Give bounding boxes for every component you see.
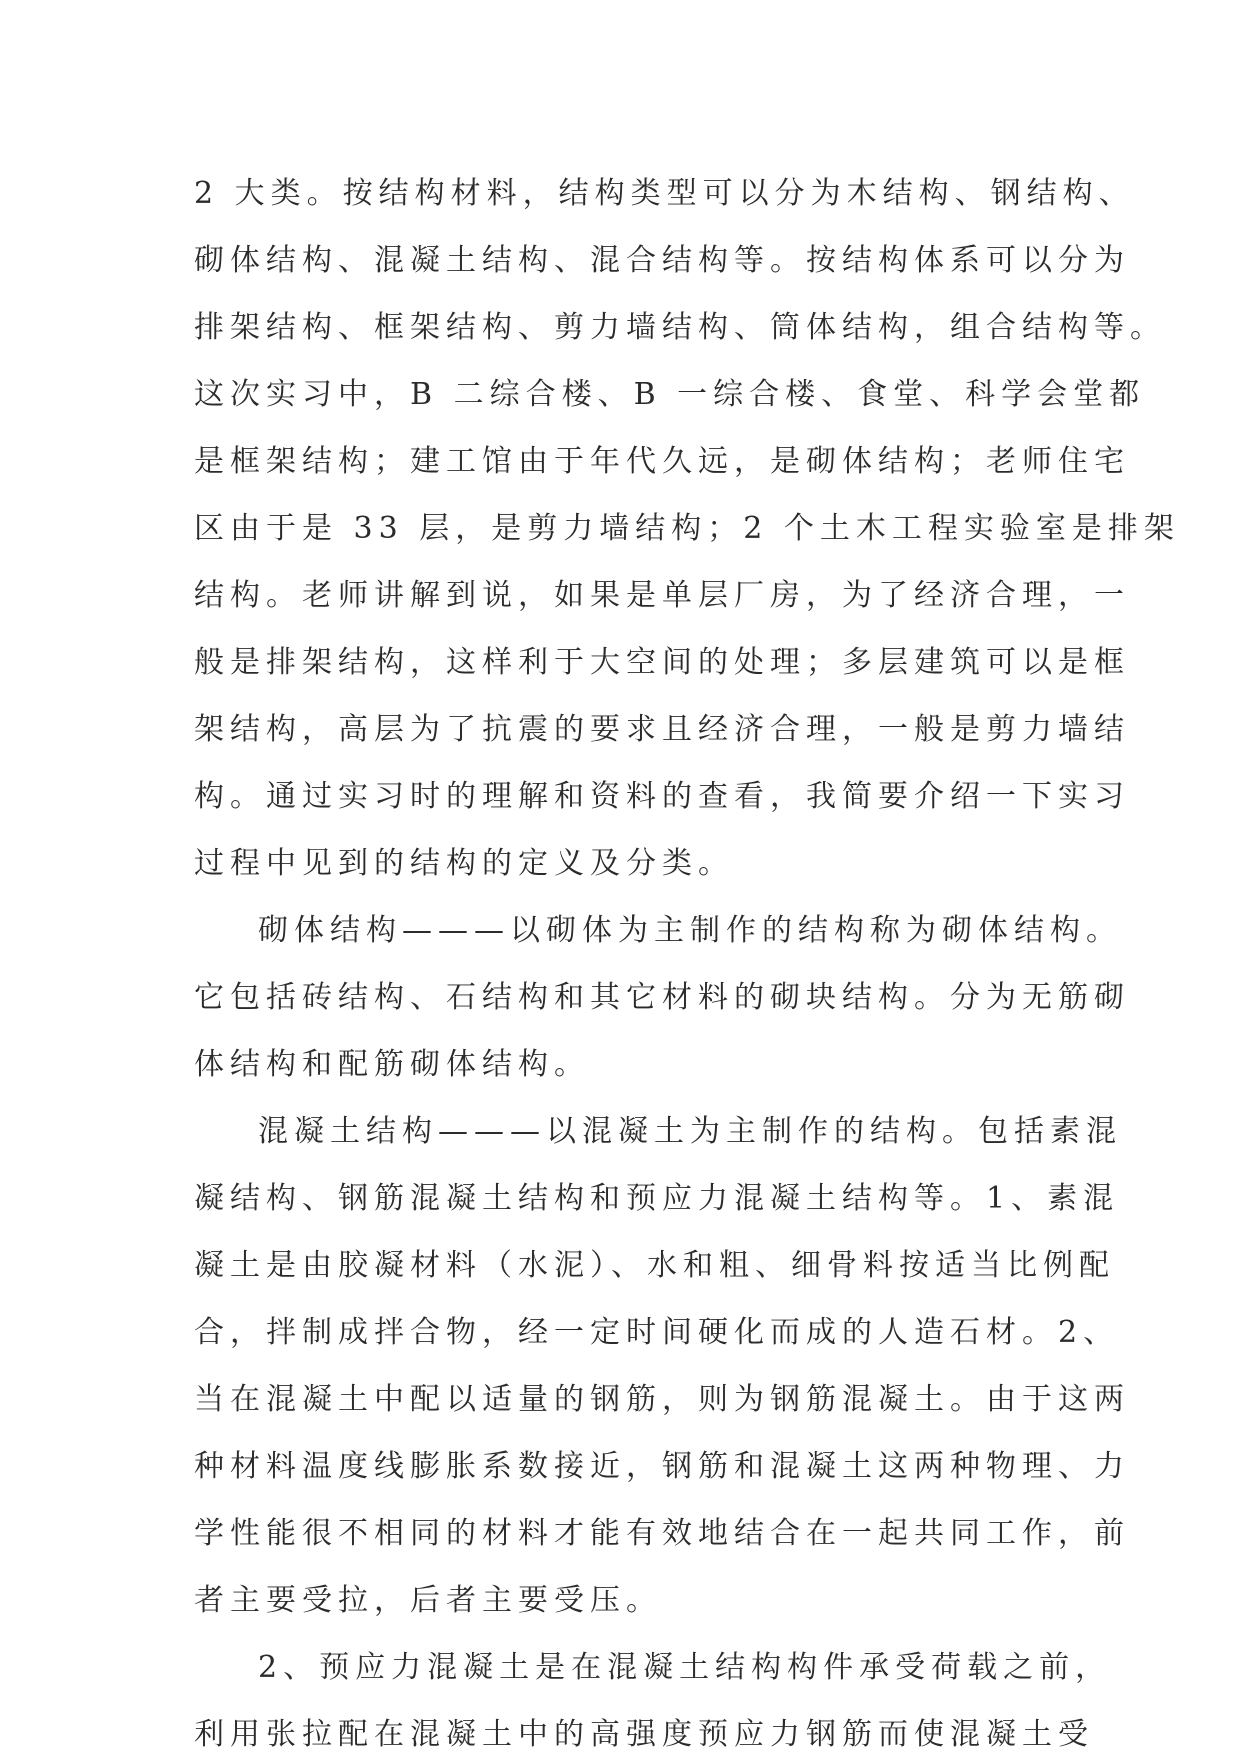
text-line: 构。通过实习时的理解和资料的查看，我简要介绍一下实习 <box>194 779 1130 814</box>
text-line: 过程中见到的结构的定义及分类。 <box>194 846 734 881</box>
paragraph-concrete-structure <box>194 1098 1130 1634</box>
text-line: 凝土是由胶凝材料（水泥）、水和粗、细骨料按适当比例配 <box>194 1248 1115 1283</box>
text-line: 这次实习中，B 二综合楼、B 一综合楼、食堂、科学会堂都 <box>194 377 1146 412</box>
paragraph-structure-types <box>194 160 1180 897</box>
text-line: 结构。老师讲解到说，如果是单层厂房，为了经济合理，一 <box>194 578 1130 613</box>
text-line: 者主要受拉，后者主要受压。 <box>194 1583 662 1618</box>
text-line: 种材料温度线膨胀系数接近，钢筋和混凝土这两种物理、力 <box>194 1449 1130 1484</box>
text-line: 当在混凝土中配以适量的钢筋，则为钢筋混凝土。由于这两 <box>194 1382 1130 1417</box>
text-line: 般是排架结构，这样利于大空间的处理；多层建筑可以是框 <box>194 645 1130 680</box>
text-line: 利用张拉配在混凝土中的高强度预应力钢筋而使混凝土受 <box>194 1717 1094 1752</box>
text-line: 混凝土结构———以混凝土为主制作的结构。包括素混 <box>258 1114 1122 1149</box>
text-line: 砌体结构、混凝土结构、混合结构等。按结构体系可以分为 <box>194 243 1130 278</box>
text-line: 它包括砖结构、石结构和其它材料的砌块结构。分为无筋砌 <box>194 980 1130 1015</box>
text-line: 是框架结构；建工馆由于年代久远，是砌体结构；老师住宅 <box>194 444 1130 479</box>
text-line: 2 大类。按结构材料，结构类型可以分为木结构、钢结构、 <box>194 176 1135 211</box>
text-line: 区由于是 33 层，是剪力墙结构；2 个土木工程实验室是排架 <box>194 511 1180 546</box>
paragraph-prestressed-concrete <box>194 1634 1112 1754</box>
text-line: 合，拌制成拌合物，经一定时间硬化而成的人造石材。2、 <box>194 1315 1120 1350</box>
text-line: 砌体结构———以砌体为主制作的结构称为砌体结构。 <box>258 913 1122 948</box>
body-text <box>194 160 1180 1754</box>
text-line: 架结构，高层为了抗震的要求且经济合理，一般是剪力墙结 <box>194 712 1130 747</box>
text-line: 2、预应力混凝土是在混凝土结构构件承受荷载之前， <box>258 1650 1112 1685</box>
text-line: 凝结构、钢筋混凝土结构和预应力混凝土结构等。1、素混 <box>194 1181 1120 1216</box>
text-line: 学性能很不相同的材料才能有效地结合在一起共同工作，前 <box>194 1516 1130 1551</box>
paragraph-masonry-structure <box>194 897 1130 1098</box>
text-line: 排架结构、框架结构、剪力墙结构、筒体结构，组合结构等。 <box>194 310 1166 345</box>
text-line: 体结构和配筋砌体结构。 <box>194 1047 590 1082</box>
